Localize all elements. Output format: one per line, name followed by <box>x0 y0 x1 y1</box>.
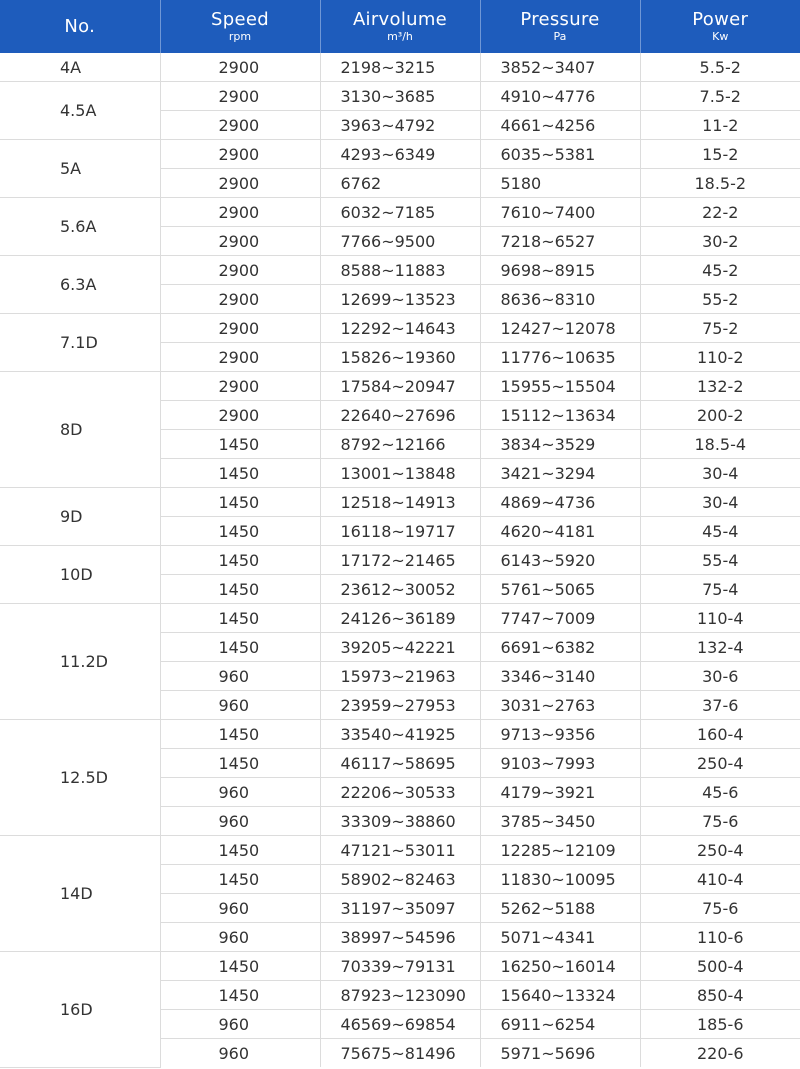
power-cell: 18.5-4 <box>640 430 800 459</box>
pressure-cell: 15640~13324 <box>480 981 640 1010</box>
header-pressure-unit: Pa <box>553 30 567 43</box>
power-cell: 110-2 <box>640 343 800 372</box>
pressure-cell: 11830~10095 <box>480 865 640 894</box>
power-cell: 250-4 <box>640 836 800 865</box>
power-cell: 45-2 <box>640 256 800 285</box>
table-row <box>0 53 800 82</box>
pressure-cell: 4910~4776 <box>480 82 640 111</box>
model-number-cell: 14D <box>0 836 160 952</box>
airvolume-cell: 38997~54596 <box>320 923 480 952</box>
speed-cell: 960 <box>160 807 320 836</box>
airvolume-cell: 47121~53011 <box>320 836 480 865</box>
pressure-cell: 5971~5696 <box>480 1039 640 1068</box>
airvolume-cell: 2198~3215 <box>320 53 480 82</box>
pressure-cell: 6691~6382 <box>480 633 640 662</box>
speed-cell: 960 <box>160 662 320 691</box>
model-number-cell: 16D <box>0 952 160 1068</box>
pressure-cell: 3346~3140 <box>480 662 640 691</box>
model-number-cell: 11.2D <box>0 604 160 720</box>
airvolume-cell: 4293~6349 <box>320 140 480 169</box>
power-cell: 30-2 <box>640 227 800 256</box>
airvolume-cell: 6762 <box>320 169 480 198</box>
table-header <box>0 0 800 53</box>
speed-cell: 1450 <box>160 546 320 575</box>
power-cell: 7.5-2 <box>640 82 800 111</box>
pressure-cell: 4620~4181 <box>480 517 640 546</box>
airvolume-cell: 3963~4792 <box>320 111 480 140</box>
pressure-cell: 15955~15504 <box>480 372 640 401</box>
speed-cell: 2900 <box>160 285 320 314</box>
table-row <box>0 256 800 285</box>
speed-cell: 960 <box>160 923 320 952</box>
speed-cell: 1450 <box>160 952 320 981</box>
speed-cell: 960 <box>160 1039 320 1068</box>
pressure-cell: 3031~2763 <box>480 691 640 720</box>
table-row <box>0 604 800 633</box>
model-number-cell: 6.3A <box>0 256 160 314</box>
airvolume-cell: 8792~12166 <box>320 430 480 459</box>
power-cell: 410-4 <box>640 865 800 894</box>
header-pressure-label: Pressure <box>520 9 600 30</box>
speed-cell: 2900 <box>160 53 320 82</box>
airvolume-cell: 33309~38860 <box>320 807 480 836</box>
header-speed-label: Speed <box>211 9 269 30</box>
header-power-unit: Kw <box>712 30 729 43</box>
power-cell: 110-4 <box>640 604 800 633</box>
speed-cell: 2900 <box>160 343 320 372</box>
pressure-cell: 9103~7993 <box>480 749 640 778</box>
airvolume-cell: 22640~27696 <box>320 401 480 430</box>
power-cell: 75-4 <box>640 575 800 604</box>
pressure-cell: 7610~7400 <box>480 198 640 227</box>
speed-cell: 2900 <box>160 111 320 140</box>
speed-cell: 1450 <box>160 836 320 865</box>
power-cell: 250-4 <box>640 749 800 778</box>
pressure-cell: 6035~5381 <box>480 140 640 169</box>
airvolume-cell: 23959~27953 <box>320 691 480 720</box>
pressure-cell: 4869~4736 <box>480 488 640 517</box>
table-row <box>0 314 800 343</box>
model-number-cell: 5A <box>0 140 160 198</box>
header-speed <box>160 0 320 53</box>
model-number-cell: 10D <box>0 546 160 604</box>
table-row <box>0 198 800 227</box>
power-cell: 185-6 <box>640 1010 800 1039</box>
airvolume-cell: 8588~11883 <box>320 256 480 285</box>
speed-cell: 2900 <box>160 372 320 401</box>
model-number-cell: 8D <box>0 372 160 488</box>
header-speed-unit: rpm <box>228 30 252 43</box>
pressure-cell: 6911~6254 <box>480 1010 640 1039</box>
power-cell: 30-4 <box>640 459 800 488</box>
pressure-cell: 12427~12078 <box>480 314 640 343</box>
airvolume-cell: 23612~30052 <box>320 575 480 604</box>
pressure-cell: 5071~4341 <box>480 923 640 952</box>
pressure-cell: 4179~3921 <box>480 778 640 807</box>
table-row <box>0 546 800 575</box>
speed-cell: 960 <box>160 894 320 923</box>
pressure-cell: 7218~6527 <box>480 227 640 256</box>
power-cell: 200-2 <box>640 401 800 430</box>
power-cell: 18.5-2 <box>640 169 800 198</box>
power-cell: 55-2 <box>640 285 800 314</box>
speed-cell: 2900 <box>160 82 320 111</box>
header-airvolume-unit: m³/h <box>387 30 413 43</box>
airvolume-cell: 12699~13523 <box>320 285 480 314</box>
airvolume-cell: 3130~3685 <box>320 82 480 111</box>
pressure-cell: 7747~7009 <box>480 604 640 633</box>
power-cell: 500-4 <box>640 952 800 981</box>
speed-cell: 2900 <box>160 227 320 256</box>
power-cell: 11-2 <box>640 111 800 140</box>
power-cell: 30-4 <box>640 488 800 517</box>
pressure-cell: 9698~8915 <box>480 256 640 285</box>
power-cell: 22-2 <box>640 198 800 227</box>
airvolume-cell: 39205~42221 <box>320 633 480 662</box>
airvolume-cell: 46569~69854 <box>320 1010 480 1039</box>
speed-cell: 2900 <box>160 169 320 198</box>
speed-cell: 2900 <box>160 401 320 430</box>
table-row <box>0 140 800 169</box>
table-row <box>0 720 800 749</box>
power-cell: 850-4 <box>640 981 800 1010</box>
model-number-cell: 4A <box>0 53 160 82</box>
header-row <box>0 0 800 53</box>
speed-cell: 1450 <box>160 749 320 778</box>
pressure-cell: 3785~3450 <box>480 807 640 836</box>
pressure-cell: 5761~5065 <box>480 575 640 604</box>
pressure-cell: 9713~9356 <box>480 720 640 749</box>
header-airvolume <box>320 0 480 53</box>
airvolume-cell: 17584~20947 <box>320 372 480 401</box>
speed-cell: 2900 <box>160 256 320 285</box>
airvolume-cell: 7766~9500 <box>320 227 480 256</box>
airvolume-cell: 24126~36189 <box>320 604 480 633</box>
airvolume-cell: 70339~79131 <box>320 952 480 981</box>
speed-cell: 1450 <box>160 517 320 546</box>
airvolume-cell: 22206~30533 <box>320 778 480 807</box>
airvolume-cell: 75675~81496 <box>320 1039 480 1068</box>
airvolume-cell: 33540~41925 <box>320 720 480 749</box>
power-cell: 132-4 <box>640 633 800 662</box>
speed-cell: 2900 <box>160 140 320 169</box>
model-number-cell: 9D <box>0 488 160 546</box>
speed-cell: 960 <box>160 1010 320 1039</box>
pressure-cell: 5262~5188 <box>480 894 640 923</box>
speed-cell: 1450 <box>160 604 320 633</box>
airvolume-cell: 6032~7185 <box>320 198 480 227</box>
header-power-label: Power <box>692 9 749 30</box>
power-cell: 160-4 <box>640 720 800 749</box>
power-cell: 110-6 <box>640 923 800 952</box>
speed-cell: 2900 <box>160 314 320 343</box>
speed-cell: 1450 <box>160 430 320 459</box>
airvolume-cell: 58902~82463 <box>320 865 480 894</box>
power-cell: 55-4 <box>640 546 800 575</box>
speed-cell: 1450 <box>160 981 320 1010</box>
power-cell: 37-6 <box>640 691 800 720</box>
pressure-cell: 11776~10635 <box>480 343 640 372</box>
pressure-cell: 6143~5920 <box>480 546 640 575</box>
table-row <box>0 372 800 401</box>
pressure-cell: 16250~16014 <box>480 952 640 981</box>
power-cell: 75-6 <box>640 807 800 836</box>
model-number-cell: 4.5A <box>0 82 160 140</box>
speed-cell: 1450 <box>160 459 320 488</box>
pressure-cell: 12285~12109 <box>480 836 640 865</box>
airvolume-cell: 15973~21963 <box>320 662 480 691</box>
header-power <box>640 0 800 53</box>
airvolume-cell: 16118~19717 <box>320 517 480 546</box>
model-number-cell: 7.1D <box>0 314 160 372</box>
pressure-cell: 15112~13634 <box>480 401 640 430</box>
table-row <box>0 952 800 981</box>
model-number-cell: 12.5D <box>0 720 160 836</box>
airvolume-cell: 87923~123090 <box>320 981 480 1010</box>
pressure-cell: 4661~4256 <box>480 111 640 140</box>
power-cell: 132-2 <box>640 372 800 401</box>
airvolume-cell: 31197~35097 <box>320 894 480 923</box>
airvolume-cell: 12292~14643 <box>320 314 480 343</box>
header-no-label: No. <box>64 15 96 37</box>
pressure-cell: 3852~3407 <box>480 53 640 82</box>
speed-cell: 960 <box>160 778 320 807</box>
pressure-cell: 5180 <box>480 169 640 198</box>
power-cell: 220-6 <box>697 1043 744 1063</box>
airvolume-cell: 13001~13848 <box>320 459 480 488</box>
speed-cell: 1450 <box>160 720 320 749</box>
table-body <box>0 53 800 1067</box>
power-cell: 45-6 <box>640 778 800 807</box>
speed-cell: 960 <box>160 691 320 720</box>
model-number-cell: 5.6A <box>0 198 160 256</box>
power-cell: 15-2 <box>640 140 800 169</box>
pressure-cell: 3834~3529 <box>480 430 640 459</box>
airvolume-cell: 17172~21465 <box>320 546 480 575</box>
airvolume-cell: 15826~19360 <box>320 343 480 372</box>
speed-cell: 1450 <box>160 488 320 517</box>
airvolume-cell: 46117~58695 <box>320 749 480 778</box>
speed-cell: 1450 <box>160 633 320 662</box>
header-airvolume-label: Airvolume <box>352 9 448 30</box>
speed-cell: 1450 <box>160 865 320 894</box>
speed-cell: 2900 <box>160 198 320 227</box>
pressure-cell: 8636~8310 <box>480 285 640 314</box>
power-cell: 5.5-2 <box>640 53 800 82</box>
power-cell: 45-4 <box>640 517 800 546</box>
header-pressure <box>480 0 640 53</box>
table-row <box>0 82 800 111</box>
pressure-cell: 3421~3294 <box>480 459 640 488</box>
header-no <box>0 0 160 53</box>
power-cell: 30-6 <box>640 662 800 691</box>
table-row <box>0 488 800 517</box>
speed-cell: 1450 <box>160 575 320 604</box>
table-row <box>0 836 800 865</box>
power-cell: 75-2 <box>640 314 800 343</box>
power-cell: 75-6 <box>640 894 800 923</box>
airvolume-cell: 12518~14913 <box>320 488 480 517</box>
